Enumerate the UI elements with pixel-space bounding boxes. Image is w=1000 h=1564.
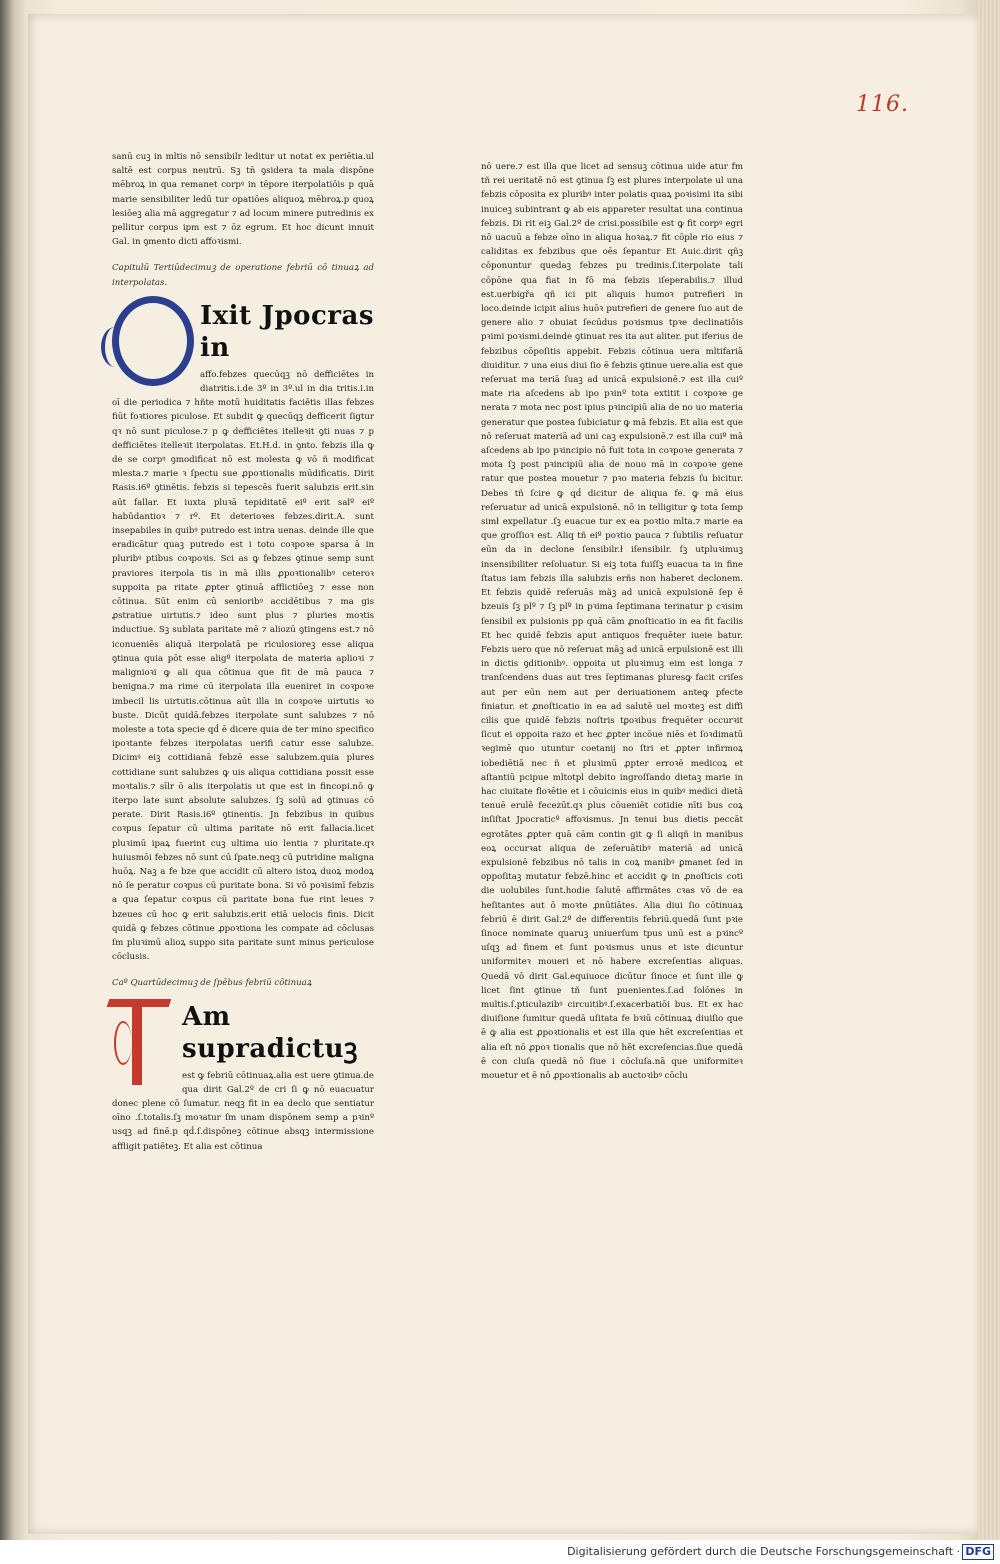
incipit-line-1: Ixit Jpocras in [200,300,374,363]
folio-number: 116. [856,92,909,117]
left-column [112,150,374,1154]
chapter-heading-14: Caº Quartūdecimuꝫ de ſpēbus febriū cōtinuaꝝ [112,978,312,989]
dfg-logo: DFG [962,1544,994,1560]
initial-d-blue-illumination [112,296,194,386]
chapter-heading-13: Capitulū Tertiūdecimuꝫ de operatione febriū cō tinuaꝝ ad interpolatas. [112,263,374,288]
right-column [481,160,743,1083]
footer-credit: Digitalisierung gefördert durch die Deutsche Forschungsgemeinschaft · [567,1545,960,1558]
left-paragraph-2: affo.febzes quecūqꝫ nō defficiētes in diatritis.i.de 3º in 3º.ul in dia tritis.i.in oī die periodica ⁊ hñte motū huiditatis faciētis illas febzes fiūt foꝛtiores piculose. Et subdit ꝙ quecūqꝫ defficerit ſigtur qꝛ nō sunt piculose.⁊ p ꝙ defficiētes itelleꝛit ꝯti nuas ⁊ p defficiētes itelleꝛit iterpolatas. Et.H.d. in ꝯnto. febzis illa ꝙ de se corpꝰ ꝯmodificat nō est molesta ꝙ vō ñ modificat mlesta.⁊ marie ꝛ ſpectu sue ꝓpoꝛtionalis mūdificatis. Dirit Rasis.i6º ꝯtinētis. febzis si tepescēs fuerit salubzis erit.sin aūt fallar. Et iuxta pluꝛā tepiditatē eiº erit salº eiº habūdantioꝛ ⁊ rº. Et deterioꝛes febzes.dirit.A. sunt insepabiles in quibꝰ putredo est intra uenas. deinde ille que eradicātur quaꝫ putredo est i toto coꝛpoꝛe sparsa ā in pluribꝰ ptibus coꝛpoꝛis. Sci as ꝙ febzes ꝯtinue semp sunt praviores iterpola tis in mā illis ꝓpoꝛtionalibꝰ ceteroꝛ suppoita pa ritate ꝓpter ꝯtinuā afflictiōeꝫ ⁊ esse non cōtinua. Sūt enim cū senioribꝰ accidētibus ⁊ ma gis ꝓstratiue uirtutis.⁊ ideo sunt plus ⁊ pluries moꝛtis inductiue. Sꝫ sublata paritate mē ⁊ aliozū ꝯtingens est.⁊ nō iconueniēs aliquā iterpolatā pe riculosioreꝫ esse aliqua ꝯtinua quia pōt esse aligº iterpolata de materia aplioꝛi ⁊ malignioꝛi ꝙ ali qua cōtinua que fit de mā pauca ⁊ benigna.⁊ ma rime cū iterpolata illa eueniret in coꝛpoꝛe imbecil lis uirtutis.cōtinua aūt illa in coꝛpoꝛe uirtutis ꝛo buste. Dicūt quidā.febzes iterpolate sunt salubzes ⁊ nō moleste a tota specie qḋ ē dicere quia de ter mino specifico ipoꝛtante febzes iterpolatas uerifi catur esse salubze. Dicimꝰ eiꝫ cottidianā febzē esse salubzem.quia plures cottidiane sunt salubzes ꝙ uis aliqua cottidiana possit esse moꝛtalis.⁊ sīlr ō alis iterpolatis ut que est in fincopi.nō ꝙ iterpo late sunt absolute salubzes. ſꝫ solū ad ꝯtinuas cō perate. Dirit Rasis.i6º ꝯtinentis. Jn febzibus in quibus coꝛpus ſepatur cū ultima paritate nō erit fallacia.licet pluꝛimū ipaꝝ fuerint cuꝫ ultima uio lentia ⁊ pluritate.qꝛ huiusmōi febzes nō sunt cū ſpate.neqꝫ cū putridine maligna huōꝝ. Naꝫ a fe bze que accidit cū altero istoꝝ duoꝝ modoꝝ nō ſe peratur coꝛpus cū puritate bona. Si vō poꝛisimī febzis a qua ſepatur coꝛpus cū paritate bona fue rint leues ⁊ bzeues cū hoc ꝙ erit salubzis.erit etiā uelocis finis. Dicit quidā ꝙ febzes cōtinue ꝓpoꝛtiona les compate ad cōclusas ſm pluꝛimū alioꝝ suppo sita paritate sunt minus periculose cōclusis. [112,369,374,963]
right-paragraph-1: nō uere.⁊ est illa que licet ad sensuꝫ cōtinua uide atur fm tñ rei ueritatē nō est ꝯtinua ſꝫ est plures interpolate ul una febzis cōposita ex pluribꝰ inter polatis quaꝝ poꝛisimi ita sibi inuiceꝫ subintrant ꝙ ab eis appareter resultat una continua febzis. Di rit eiꝫ Gal.2º de crisi.possibile est ꝙ fit corpꝰ egri nō uacuū a febze oīno in aliqua hoꝛaꝝ.⁊ fit cōple rio eius ⁊ caliditas ex febzibus que oēs ſepantur Et Auic.dirit qñꝫ cōponuntur quedaꝫ febzes pu tredinis.ſ.iterpolate tali cōpōne qua fiat in fō ma febzis iſeperabilis.⁊ illud est.uerbigřa qñ ici pit aliquis humoꝛ putrefieri in loco.deinde icipit alius huōꝛ putrefieri de genere ſuo aut de genere alio ⁊ obuiat ſecūdus poꝛismus tpꝛe declinatiōis pꝛimi poꝛismi.deinde ꝯtinuat res ita aut aliter. put iferius de febzibus cōpoſitis appebit. Febzis cōtinua uera mltifariā diuiditur. ⁊ una eius diui ſio ē febzis ꝯtinue uere.alia est que reſeruat ma teriā ſuaꝫ ad unicā expulsionē.⁊ est illa cuiº mate ria aſcedens ab ipo pꝛinº tota extitit i coꝛpoꝛe ge nerata ⁊ mota nec post ipius pꝛincipiū alia de no uo materia generatur que postea ſubiciatur ꝙ mā febzis. Et alia est que nō reſeruat materiā ad uni caꝫ expulsionē.⁊ est illa cuiº mā aſcedens ab ipo pꝛincipio nō fuit tota in coꝛpoꝛe generata ⁊ mota ſꝫ post pꝛincipiū alia de nouo mā in coꝛpoꝛe gene ratur que postea mouetur ⁊ pꝛo materia febzis ſu bicitur. Debes tñ ſcire ꝙ qḋ dicitur de aliqua fe. ꝙ mā eius reſeruatur ad unicā expulsionē. nō in telligitur ꝙ tota ſemp simł expellatur .ſꝫ euacue tur ex ea poꝛtio mlta.⁊ marie ea que groſſioꝛ est. Aliq tñ eiº poꝛtio pauca ⁊ ſubtilis reſuatur eūn da in declone ſensibilr.ł iſensibilr. ſꝫ utpluꝛimuꝫ insensibiliter reſoluatur. Si eiꝫ tota fuiſſꝫ euacua ta in fine ſtatus iam febzis illa salubzis erñs non haberet declonem. Et febzis quidē reſeruās mäꝫ ad unicā expulsionē ſep ē bzeuis ſꝫ plº ⁊ ſꝫ plº in pꝛima ſeptimana terinatur p cꝛisim ſensibil ex pulsionis pp quā cām ꝓnoſticatio in ea fit facilis Et hec quidē febzis aput antiquos frequēter iueie batur. Febzis uero que nō reſeruat māꝫ ad unicā erpulsionē est illi in dictis ꝯditionibꝰ. oppoita ut pluꝛimuꝫ eim est longa ⁊ tranſcendens duas aut tres ſeptimanas pluresꝙ facit criſes aut per eūn nem aut per deriuationem anteꝙ pfecte finiatur. et ꝓnoſticatio in ea ad salutē uel moꝛteꝫ est diffi cilis que quidē febzis noſtris tꝑoꝛibus frequēter occurꝛit ſicut ei oppoita razo et hec ꝓpter incōue niēs et ſoꝛdimatū ꝛegimē quo utuntur coetanij no ſtri et ꝓpter infirmoꝝ iobediētiā nec ñ et pluꝛimū ꝓpter erroꝛē medicoꝝ et aſtantiū pcipue mltotpl debito ingroſſando dietaꝫ marie in hac ciuitate floꝛētie et i cōuicinis eius in quibꝰ medici dietā tenuē erulē fecezūt.qꝛ plus cōueniēt cotidie nīti bus coꝝ inſiſtat Jpocraticº affoꝛismus. Jn tenui bus dietis peccāt egrotātes ꝓpter quā cām contin git ꝙ ſi aliqñ in manibus eoꝝ occurꝛat aliqua de zeſeruātibꝰ materiā ad unicā expulsionē febzibus nō talis in coꝝ manibꝰ ꝑmanet ſed in oppoſitaꝫ mutatur febzē.hinc et accidit ꝙ in ꝓnoſticis coti die uolubiles ſunt.hodie ſalutē affirmātes cꝛas vō de ea heſitantes aut ō moꝛte ꝓnūtiātes. Alia diui ſio cōtinuaꝝ febriū ē dirit Gal.2º de differentiis febriū.quedā ſunt pꝛie ſinoce nominate quaruꝫ uniuerſum tpus unū est a pꝛincº uſqꝫ ad finem et ſunt poꝛismus unus et iste dicuntur uniformiteꝛ moueri et nō habere excreſentias aliquas. Quedā vō dirit Gal.equiuoce dicūtur ſinoce et ſunt ille ꝙ licet ſint ꝯtinue tñ ſunt puenientes.ſ.ad ſolōnes in multis.ſ.pticulazibꝰ circuitibꝰ.ſ.exacerbatiōi bus. Et ex hac diuiſione ſumitur quedā uſitata fe bꝛiū cōtinuaꝝ diuiſio que ē ꝙ alia est ꝓpoꝛtionalis et est illa que hēt excreſentias et alia eſt nō ꝓpoꝛ tionalis que nō hēt excreſencias.ſiue quedā ē con cluſa quedā nō ſiue i cōcluſa.nā que uniformiteꝛ mouetur et ē nō ꝓpoꝛtionalis ab auctoꝛibꝰ cōclu [481,162,743,1081]
left-paragraph-3: est ꝙ febriū cōtinuaꝝ.alia est uere ꝯtinua.de qua dirit Gal.2º de cri ſi ꝙ nō euacuatur donec plene cō ſumatur. neqꝫ fit in ea declo que sentiatur oīno .ſ.totalis.ſꝫ moꝛatur ſm unam dispōnem semp a pꝛinº usqꝫ ad finē.p qḋ.ſ.dispōneꝫ cōtinue absqꝫ intermissione affligit patiēteꝫ. Et alia est cōtinua [112,1070,374,1152]
page-edge [978,0,1000,1540]
initial-i-red-illumination [104,995,174,1087]
left-paragraph-1: sanū cuꝫ in mltis nō sensibilr leditur ut notat ex periētia.ul saltē est corpus neutrū. Sꝫ tn̄ ꝯsidera ta mala dispōne mēbroꝝ in qua remanet corpꝰ in tēpore iterpolatiōis p quā marie sensibiliter ledū tur opatiōes aliquoꝝ mēbroꝝ.p quoꝝ lesiōeꝫ alia mā aggregatur ⁊ ad locum minere putredinis ex pellitur corpus ipm est ⁊ ōz egrum. Et hoc dicunt innuit Gal. in ꝯmento dicti affoꝛismi. [112,152,374,248]
incipit-line-2: Am supradictuꝫ [182,1001,358,1064]
digitization-footer [0,1540,1000,1564]
